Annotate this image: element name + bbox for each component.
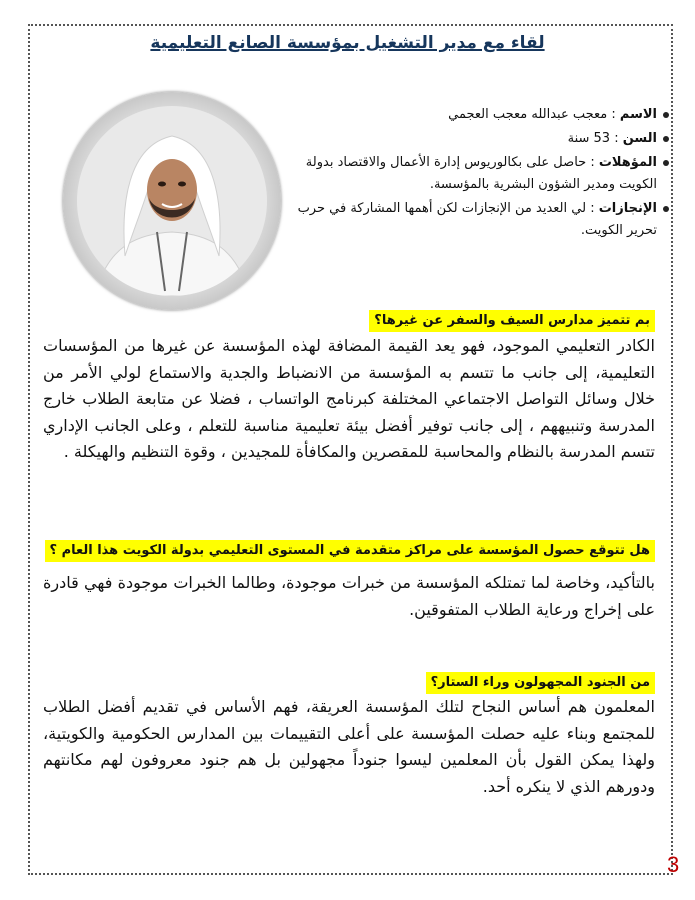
page-title: لقاء مع مدير التشغيل بمؤسسة الصانع التعليمية [150,33,545,53]
portrait-photo [63,92,281,310]
bio-name [284,104,669,126]
age-label: السن [622,131,657,146]
qualifications-label: المؤهلات [598,155,657,170]
bullet-icon [663,136,669,142]
page-number: 3 [667,852,680,877]
bullet-icon [663,206,669,212]
bullet-icon [663,112,669,118]
bio-achievements [284,198,669,242]
question-1: بم تتميز مدارس السيف والسفر عن غيرها؟ [369,310,655,332]
bio-qualifications [284,152,669,196]
person-photo-icon [77,106,267,296]
question-3: من الجنود المجهولون وراء الستار؟ [426,672,655,694]
answer-1: الكادر التعليمي الموجود، فهو يعد القيمة المضافة لهذه المؤسسة عن غيرها من المؤسسات التعليمية، إلى جانب ما تتسم به المؤسسة من الانضباط والجدية والاستماع لولي الأمر من خلال وسائل التواصل الاجتماعي المختلفة كبرنامج الواتساب ، فضلا عن متابعة الطلاب خارج المدرسة وتنبيههم ، إلى جانب توفير أفضل بيئة تعليمية مناسبة للتعلم ، وعلى الجانب الإداري تتسم المدرسة بالنظام والمحاسبة للمقصرين والمكافأة للمجيدين ، وقوة التنظيم والهيكلة . [43,336,655,461]
question-2: هل تتوقع حصول المؤسسة على مراكز متقدمة في المستوى التعليمي بدولة الكويت هذا العام ؟ [45,540,655,562]
name-label: الاسم [619,107,657,122]
bio-age [284,128,669,150]
qualifications-value: : حاصل على بكالوريوس إدارة الأعمال والاقتصاد بدولة الكويت ومدير الشؤون البشرية بالمؤسسة. [305,155,657,192]
name-value: : معجب عبدالله معجب العجمي [448,107,620,122]
answer-2: بالتأكيد، وخاصة لما تمتلكه المؤسسة من خبرات موجودة، وطالما الخبرات موجودة فهي قادرة على إخراج ورعاية الطلاب المتفوقين. [43,573,655,619]
answer-3: المعلمون هم أساس النجاح لتلك المؤسسة العريقة، فهم الأساس في تقديم أفضل الطلاب للمجتمع وبناء عليه حصلت المؤسسة على أعلى التقييمات بين المدارس الحكومية والكويتية، ولهذا يمكن القول بأن المعلمين ليسوا جنوداً مجهولين بل هم جنود معروفون لهم مكانتهم ودورهم الذي لا ينكره أحد. [43,697,655,796]
achievements-value: : لي العديد من الإنجازات لكن أهمها المشاركة في حرب تحرير الكويت. [297,201,657,238]
achievements-label: الإنجازات [598,201,657,216]
age-value: : 53 سنة [567,131,623,146]
bio-list [284,104,669,242]
bullet-icon [663,160,669,166]
